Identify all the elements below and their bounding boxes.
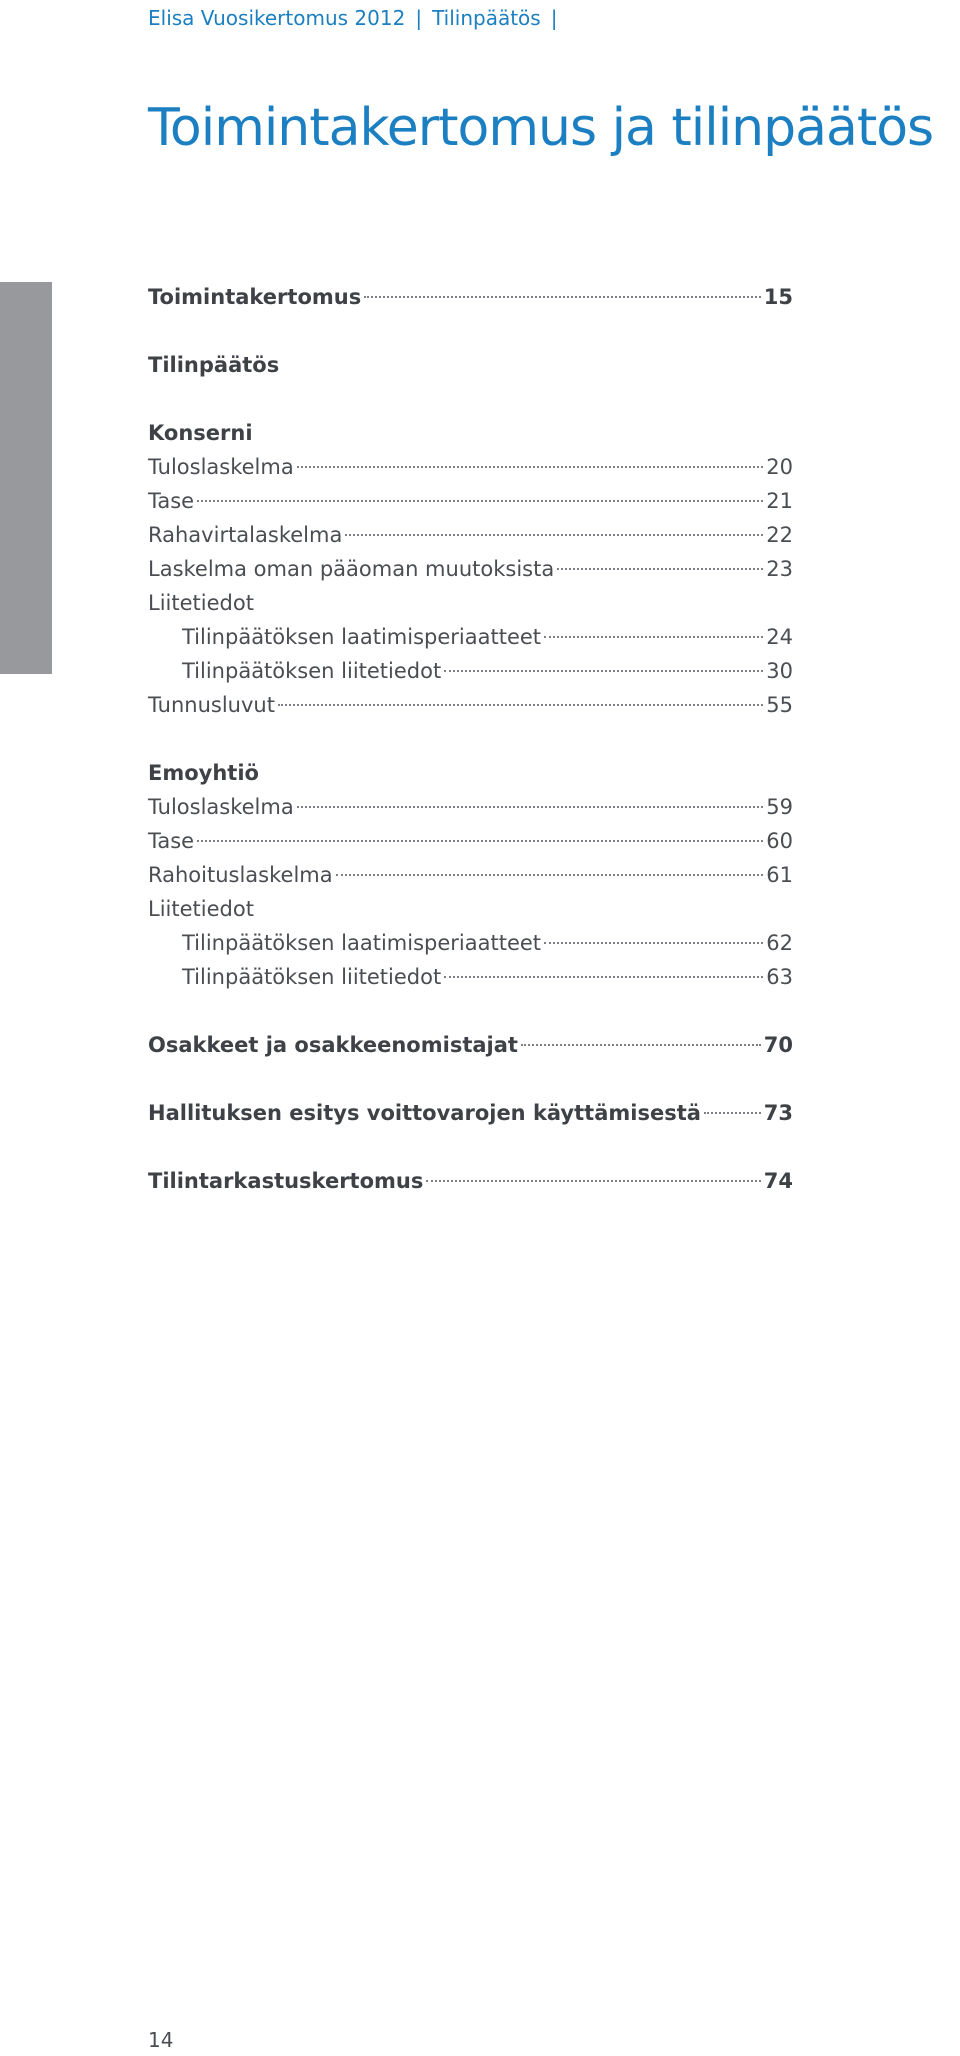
toc-entry-emoyhtio-liitetiedot[interactable] <box>148 960 793 994</box>
toc-leader-dots <box>444 670 763 672</box>
toc-entry-konserni-rahavirtalaskelma[interactable] <box>148 518 793 552</box>
toc-leader-dots <box>197 840 763 842</box>
toc-leader-dots <box>278 704 763 706</box>
header-section: Tilinpäätös <box>432 6 541 30</box>
toc-entry-label: Tase <box>148 489 195 513</box>
toc-entry-page: 55 <box>766 693 793 717</box>
spacer <box>148 314 793 348</box>
toc-entry-label: Tuloslaskelma <box>148 795 294 819</box>
toc-leader-dots <box>297 806 764 808</box>
toc-heading-konserni: Konserni <box>148 421 253 445</box>
toc-entry-label: Tilinpäätöksen liitetiedot <box>182 965 442 989</box>
toc-leader-dots <box>521 1044 761 1046</box>
toc-entry-tilintarkastus[interactable] <box>148 1164 793 1198</box>
toc-entry-label: Tilintarkastuskertomus <box>148 1169 424 1193</box>
toc-entry-label: Tilinpäätöksen liitetiedot <box>182 659 442 683</box>
toc-leader-dots <box>704 1112 761 1114</box>
toc-entry-page: 63 <box>766 965 793 989</box>
spacer <box>148 722 793 756</box>
toc-entry-label: Tuloslaskelma <box>148 455 294 479</box>
toc-leader-dots <box>544 942 763 944</box>
toc-entry-konserni-tase[interactable] <box>148 484 793 518</box>
table-of-contents <box>148 280 793 1198</box>
spacer <box>148 1130 793 1164</box>
toc-entry-page: 24 <box>766 625 793 649</box>
header-separator: | <box>550 6 558 30</box>
toc-leader-dots <box>345 534 763 536</box>
page-title: Toimintakertomus ja tilinpäätös <box>148 98 934 158</box>
toc-heading-emoyhtio: Emoyhtiö <box>148 761 259 785</box>
toc-entry-emoyhtio-laatimisperiaatteet[interactable] <box>148 926 793 960</box>
toc-entry-label: Laskelma oman pääoman muutoksista <box>148 557 555 581</box>
toc-subheading-emoyhtio-liitetiedot: Liitetiedot <box>148 897 254 921</box>
toc-entry-konserni-tuloslaskelma[interactable] <box>148 450 793 484</box>
toc-entry-page: 60 <box>766 829 793 853</box>
toc-leader-dots <box>444 976 763 978</box>
toc-leader-dots <box>297 466 764 468</box>
toc-leader-dots <box>197 500 763 502</box>
toc-entry-emoyhtio-rahoituslaskelma[interactable] <box>148 858 793 892</box>
toc-entry-page: 62 <box>766 931 793 955</box>
header-report-title: Elisa Vuosikertomus 2012 <box>148 6 406 30</box>
toc-entry-page: 22 <box>766 523 793 547</box>
toc-leader-dots <box>364 296 761 298</box>
toc-leader-dots <box>557 568 763 570</box>
toc-entry-konserni-oman-paaoman[interactable] <box>148 552 793 586</box>
toc-entry-konserni-liitetiedot[interactable] <box>148 654 793 688</box>
toc-entry-page: 73 <box>763 1101 793 1125</box>
toc-subheading-konserni-liitetiedot: Liitetiedot <box>148 591 254 615</box>
side-tab-bar <box>0 282 52 674</box>
toc-entry-label: Toimintakertomus <box>148 285 362 309</box>
toc-entry-page: 20 <box>766 455 793 479</box>
spacer <box>148 1062 793 1096</box>
toc-entry-emoyhtio-tase[interactable] <box>148 824 793 858</box>
toc-entry-label: Hallituksen esitys voittovarojen käyttämisestä <box>148 1101 701 1125</box>
toc-entry-label: Tilinpäätöksen laatimisperiaatteet <box>182 931 542 955</box>
toc-entry-hallitus[interactable] <box>148 1096 793 1130</box>
toc-leader-dots <box>336 874 764 876</box>
toc-leader-dots <box>544 636 763 638</box>
toc-entry-osakkeet[interactable] <box>148 1028 793 1062</box>
spacer <box>148 994 793 1028</box>
toc-entry-page: 15 <box>763 285 793 309</box>
toc-entry-page: 30 <box>766 659 793 683</box>
toc-entry-label: Tase <box>148 829 195 853</box>
toc-entry-page: 23 <box>766 557 793 581</box>
toc-entry-label: Rahavirtalaskelma <box>148 523 343 547</box>
toc-heading-tilinpaatos: Tilinpäätös <box>148 353 280 377</box>
toc-entry-konserni-tunnusluvut[interactable] <box>148 688 793 722</box>
toc-entry-page: 74 <box>763 1169 793 1193</box>
toc-entry-toimintakertomus[interactable] <box>148 280 793 314</box>
toc-entry-label: Tunnusluvut <box>148 693 275 717</box>
toc-entry-page: 59 <box>766 795 793 819</box>
toc-entry-page: 70 <box>763 1033 793 1057</box>
toc-entry-page: 21 <box>766 489 793 513</box>
spacer <box>148 382 793 416</box>
toc-entry-page: 61 <box>766 863 793 887</box>
toc-entry-konserni-laatimisperiaatteet[interactable] <box>148 620 793 654</box>
header-separator: | <box>415 6 423 30</box>
running-header <box>148 6 567 30</box>
toc-entry-label: Osakkeet ja osakkeenomistajat <box>148 1033 518 1057</box>
toc-entry-label: Tilinpäätöksen laatimisperiaatteet <box>182 625 542 649</box>
toc-leader-dots <box>426 1180 760 1182</box>
toc-entry-label: Rahoituslaskelma <box>148 863 333 887</box>
toc-entry-emoyhtio-tuloslaskelma[interactable] <box>148 790 793 824</box>
page-number: 14 <box>148 2028 174 2052</box>
